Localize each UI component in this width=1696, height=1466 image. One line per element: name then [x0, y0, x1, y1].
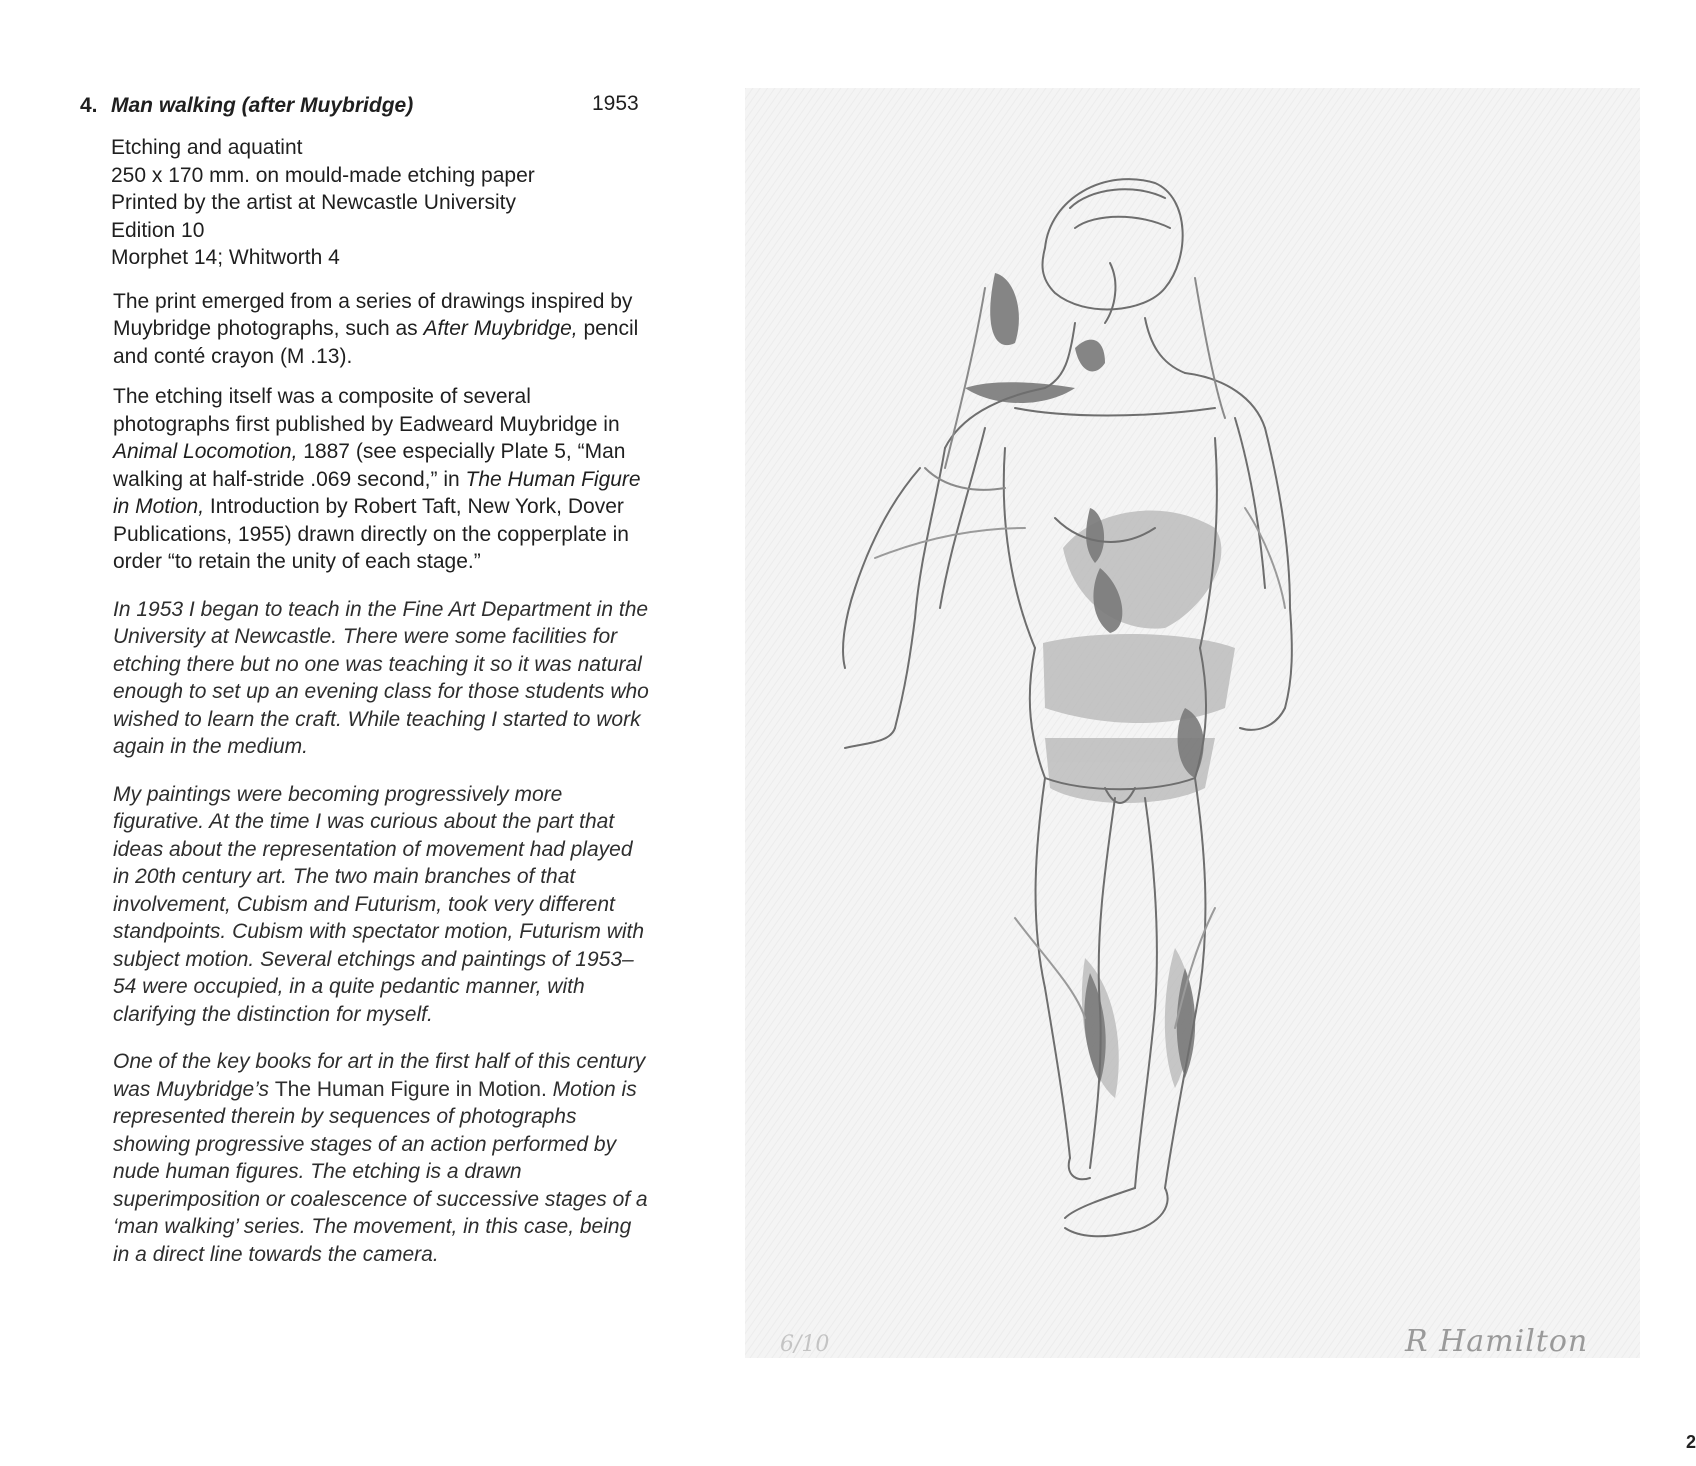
entry-year: 1953 — [592, 92, 639, 115]
para2-text-c: Introduction by Robert Taft, New York, Dover Publications, 1955) drawn directly on the copperplate in order “to retain the unity of each stage.” — [113, 495, 629, 573]
para2-text-b: 1887 (see especially Plate 5, “Man walking at half-stride .069 second,” in — [113, 440, 626, 491]
catalogue-text-column — [80, 86, 655, 1268]
artist-quote-3 — [113, 1048, 653, 1268]
spec-edition: Edition 10 — [111, 218, 205, 242]
artist-quote-2: My paintings were becoming progressively more figurative. At the time I was curious about the part that ideas about the representation of movement had played in 20th century art. The two main branches of that involvement, Cubism and Futurism, took very different standpoints. Cubism with spectator motion, Futurism with subject motion. Several etchings and paintings of 1953–54 were occupied, in a quite pedantic manner, with clarifying the distinction for myself. — [113, 782, 645, 1026]
para2-text-a: The etching itself was a composite of several photographs first published by Eadweard Muybridge in — [113, 385, 620, 436]
technical-specs — [111, 134, 655, 272]
para1-text-a: The print emerged from a series of drawings inspired by Muybridge photographs, such as — [113, 289, 633, 340]
entry-heading — [80, 86, 655, 120]
description-paragraph-2 — [113, 383, 653, 576]
spec-medium: Etching and aquatint — [111, 136, 303, 159]
artwork-plate — [745, 88, 1640, 1358]
quote3-text-a: One of the key books for art in the first half of this century was Muybridge’s — [113, 1050, 646, 1101]
spec-printer: Printed by the artist at Newcastle University — [111, 191, 516, 214]
entry-number: 4. — [80, 94, 98, 117]
description-paragraph-1 — [113, 288, 653, 371]
para2-citation-2: The Human Figure in Motion, — [113, 467, 641, 518]
quote3-book-title: The Human Figure in Motion. — [274, 1077, 547, 1101]
para2-citation-1: Animal Locomotion, — [113, 440, 298, 463]
edition-mark: 6/10 — [780, 1332, 830, 1357]
artist-quote-1: In 1953 I began to teach in the Fine Art Department in the University at Newcastle. There were some facilities for etching there but no one was teaching it so it was natural enough to set up an evening class for those students who wished to learn the craft. While teaching I started to work again in the medium. — [113, 597, 649, 758]
entry-title: Man walking (after Muybridge) — [111, 94, 414, 117]
para1-text-b: pencil and conté crayon (M .13). — [113, 317, 639, 368]
artist-signature: R Hamilton — [1405, 1324, 1589, 1359]
man-walking-etching — [745, 88, 1640, 1358]
para1-citation: After Muybridge, — [423, 317, 578, 340]
spec-references: Morphet 14; Whitworth 4 — [111, 246, 340, 269]
quote3-text-b: Motion is represented therein by sequences of photographs showing progressive stages of an action performed by nude human figures. The etching is a drawn superimposition or coalescence of successive stages of a ‘man walking’ series. The movement, in this case, being in a direct line towards the camera. — [113, 1077, 648, 1266]
page-number: 2 — [1686, 1432, 1696, 1452]
spec-dimensions: 250 x 170 mm. on mould-made etching paper — [111, 163, 535, 187]
